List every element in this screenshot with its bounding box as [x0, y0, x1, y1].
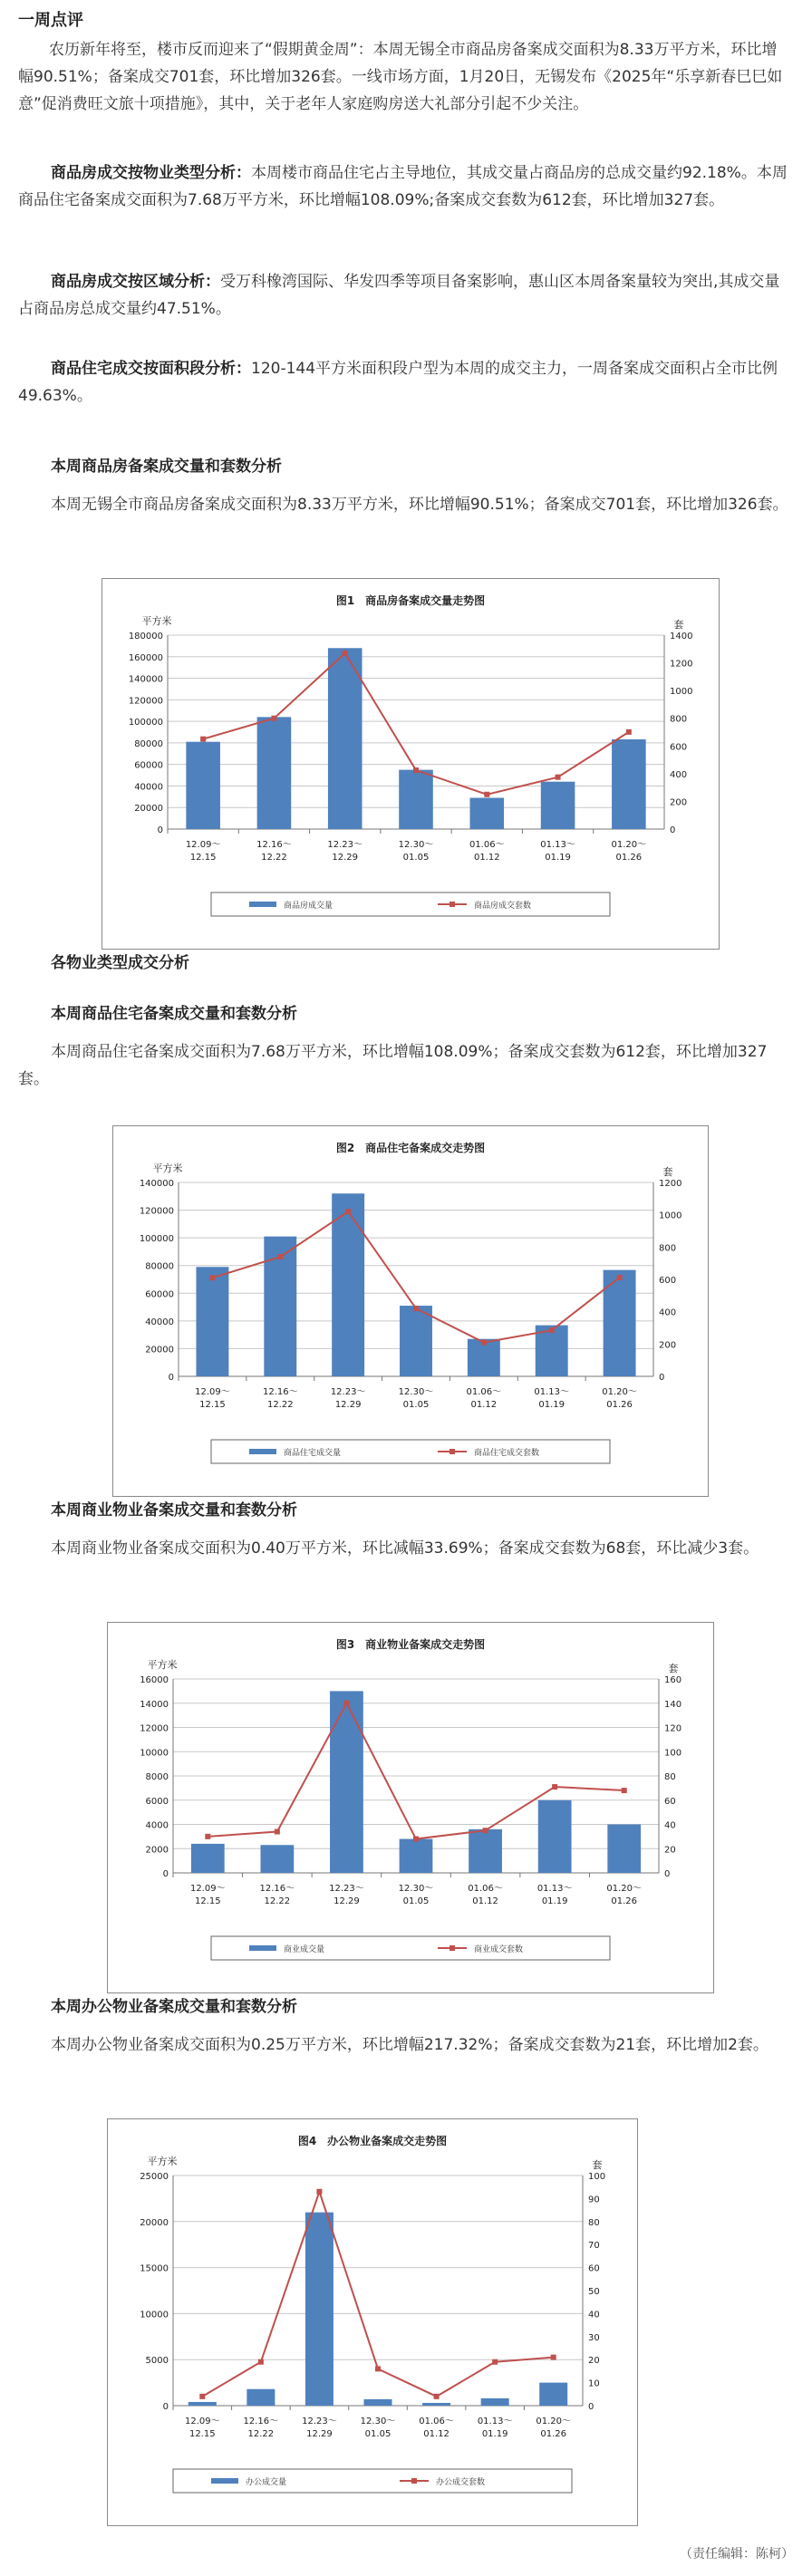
bar [246, 2389, 275, 2406]
line-point [205, 1834, 210, 1839]
analysis-label: 商品房成交按区域分析： [51, 273, 220, 291]
x-tick-label: 01.19 [545, 853, 571, 863]
bar [538, 1800, 572, 1873]
y-tick-label: 0 [157, 825, 163, 835]
y-tick-label: 180000 [128, 632, 163, 642]
legend-entry: 商品房成交量 [284, 902, 334, 911]
x-tick-label: 01.12 [423, 2429, 450, 2439]
x-tick-label: 12.15 [188, 2429, 216, 2439]
y2-tick-label: 10 [588, 2378, 600, 2389]
y2-tick-label: 100 [588, 2172, 606, 2182]
legend-bar-swatch [249, 1449, 276, 1454]
bar [257, 717, 292, 829]
y-tick-label: 10000 [140, 2310, 169, 2320]
bar [328, 648, 362, 829]
series-line [202, 2192, 553, 2397]
x-tick-label: 01.26 [606, 1400, 633, 1410]
x-tick-label: 01.13～ [536, 1884, 573, 1894]
x-tick-label: 01.12 [473, 853, 500, 863]
x-tick-label: 12.09～ [189, 1884, 226, 1894]
x-tick-label: 12.23～ [329, 1884, 364, 1894]
x-tick-label: 01.19 [481, 2429, 508, 2439]
y2-tick-label: 60 [588, 2263, 600, 2274]
y-tick-label: 14000 [140, 1699, 169, 1710]
bar [399, 770, 433, 829]
line-point [209, 1275, 215, 1280]
y2-tick-label: 400 [659, 1307, 677, 1318]
line-point [622, 1788, 627, 1793]
y-axis-label: 平方米 [152, 1163, 183, 1174]
bar [541, 782, 575, 829]
y2-tick-label: 70 [588, 2241, 600, 2252]
line-point [200, 737, 206, 742]
y2-tick-label: 90 [588, 2195, 600, 2205]
line-point [434, 2394, 440, 2399]
y-tick-label: 2000 [145, 1845, 169, 1856]
legend-entry: 办公成交套数 [436, 2478, 486, 2487]
y2-tick-label: 1400 [670, 632, 693, 642]
bar [330, 1691, 363, 1873]
analysis-area-paragraph [18, 355, 790, 410]
x-tick-label: 01.26 [611, 1896, 638, 1906]
legend-entry: 商业成交套数 [474, 1945, 524, 1954]
line-point [552, 1784, 557, 1790]
y2-tick-label: 1000 [659, 1211, 682, 1221]
legend-line-marker [411, 2478, 417, 2484]
legend-entry: 商品住宅成交套数 [474, 1449, 540, 1458]
y-tick-label: 16000 [140, 1675, 169, 1685]
legend-line-marker [450, 1945, 455, 1951]
y-tick-label: 20000 [134, 804, 163, 815]
bar [539, 2383, 567, 2406]
y-tick-label: 25000 [140, 2172, 169, 2182]
line-point [481, 1340, 487, 1346]
analysis-label: 商品房成交按物业类型分析： [51, 164, 251, 182]
x-tick-label: 01.12 [470, 1400, 498, 1410]
x-tick-label: 01.06～ [469, 840, 505, 850]
chart-title: 图4 办公物业备案成交走势图 [297, 2135, 448, 2147]
line-point [316, 2189, 322, 2195]
legend-line-marker [450, 1449, 455, 1454]
bar [196, 1267, 228, 1376]
bar [260, 1845, 294, 1873]
y2-tick-label: 800 [670, 714, 688, 725]
y-tick-label: 160000 [128, 652, 163, 663]
y-axis-label: 平方米 [141, 615, 172, 627]
bar [469, 1829, 502, 1873]
y2-tick-label: 0 [670, 825, 676, 835]
line-point [556, 775, 561, 780]
x-tick-label: 12.22 [264, 1896, 291, 1906]
legend-bar-swatch [211, 2478, 238, 2484]
y2-tick-label: 20 [664, 1845, 676, 1856]
legend-bar-swatch [249, 1945, 276, 1951]
y2-tick-label: 20 [588, 2356, 600, 2367]
analysis-text: 120-144平方米面积段户型为本周的成交主力，一周备案成交面积占全市比例49.63%。 [18, 360, 778, 405]
y2-tick-label: 1200 [659, 1179, 682, 1189]
y-axis-label: 平方米 [147, 2156, 178, 2167]
y2-tick-label: 1200 [670, 659, 693, 670]
x-tick-label: 01.20～ [611, 840, 647, 850]
x-tick-label: 01.06～ [466, 1387, 502, 1397]
y-tick-label: 60000 [134, 760, 163, 771]
bar [332, 1193, 364, 1376]
x-tick-label: 01.05 [402, 853, 430, 863]
line-point [375, 2366, 381, 2371]
x-tick-label: 01.26 [615, 853, 643, 863]
y-tick-label: 6000 [145, 1796, 169, 1807]
bar [400, 1839, 433, 1873]
line-point [345, 1209, 351, 1214]
y-tick-label: 140000 [139, 1179, 174, 1189]
analysis-text: 本周楼市商品住宅占主导地位，其成交量占商品房的总成交量约92.18%。本周商品住宅备案成交面积为7.68万平方米，环比增幅108.09%;备案成交套数为612套，环比增加327套。 [18, 164, 788, 209]
bar [469, 798, 504, 829]
bar [400, 1306, 432, 1376]
y2-tick-label: 200 [659, 1340, 677, 1351]
y-tick-label: 40000 [134, 782, 163, 793]
line-point [343, 1701, 349, 1706]
subheading-4: 本周办公物业备案成交量和套数分析 [51, 1998, 297, 2016]
line-point [549, 1327, 555, 1333]
y2-tick-label: 100 [664, 1748, 682, 1759]
chart-title: 图2 商品住宅备案成交走势图 [335, 1142, 486, 1154]
line-point [413, 1837, 419, 1842]
y2-tick-label: 40 [664, 1820, 676, 1831]
y-tick-label: 80000 [134, 738, 163, 749]
x-tick-label: 12.16～ [259, 1884, 295, 1894]
y2-axis-label: 套 [668, 1663, 679, 1674]
y2-axis-label: 套 [673, 619, 684, 631]
section-heading: 一周点评 [18, 11, 83, 30]
legend-line-marker [450, 902, 455, 907]
y2-tick-label: 50 [588, 2287, 600, 2297]
line-point [483, 1828, 488, 1833]
chart-4-svg [108, 2119, 637, 2525]
y-tick-label: 60000 [145, 1289, 174, 1300]
y-tick-label: 20000 [140, 2217, 169, 2228]
line-point [277, 1254, 283, 1259]
x-tick-label: 01.13～ [477, 2417, 513, 2426]
line-point [626, 729, 632, 735]
line-point [492, 2359, 498, 2365]
x-tick-label: 01.06～ [419, 2417, 454, 2426]
line-point [484, 792, 489, 797]
bar [422, 2403, 450, 2406]
bar [612, 739, 646, 829]
x-tick-label: 12.15 [199, 1400, 226, 1410]
x-tick-label: 01.20～ [606, 1884, 643, 1894]
chart-1-svg [102, 579, 719, 949]
legend-entry: 商业成交量 [284, 1945, 325, 1954]
x-tick-label: 12.29 [334, 1896, 360, 1906]
x-tick-label: 01.13～ [534, 1387, 570, 1397]
line-point [258, 2359, 264, 2365]
bar [305, 2213, 334, 2406]
y2-tick-label: 0 [659, 1373, 665, 1383]
x-tick-label: 01.12 [472, 1896, 498, 1906]
y-tick-label: 120000 [139, 1206, 174, 1217]
paragraph-3: 本周商业物业备案成交面积为0.40万平方米，环比减幅33.69%；备案成交套数为68套，环比减少3套。 [51, 1539, 759, 1558]
y-tick-label: 100000 [128, 718, 163, 728]
y-tick-label: 5000 [145, 2356, 169, 2367]
x-tick-label: 12.22 [247, 2429, 275, 2439]
x-tick-label: 12.30～ [398, 1387, 434, 1397]
chart-3-svg [108, 1623, 713, 1992]
x-tick-label: 12.29 [306, 2429, 333, 2439]
y-tick-label: 20000 [145, 1345, 174, 1356]
y-axis-label: 平方米 [147, 1659, 178, 1671]
subheading-2: 本周商品住宅备案成交量和套数分析 [51, 1005, 297, 1023]
x-tick-label: 12.23～ [302, 2417, 337, 2426]
x-tick-label: 01.06～ [468, 1884, 503, 1894]
chart-3 [107, 1622, 714, 1993]
y2-tick-label: 120 [664, 1723, 682, 1734]
y2-tick-label: 400 [670, 769, 688, 780]
x-tick-label: 12.29 [332, 853, 359, 863]
y2-tick-label: 800 [659, 1243, 677, 1254]
y2-tick-label: 60 [664, 1796, 676, 1807]
y-tick-label: 0 [168, 1373, 174, 1383]
x-tick-label: 01.13～ [540, 840, 575, 850]
subheading-3: 本周商业物业备案成交量和套数分析 [51, 1501, 297, 1520]
y2-tick-label: 30 [588, 2332, 600, 2343]
x-tick-label: 12.15 [194, 1896, 221, 1906]
y2-tick-label: 0 [664, 1869, 671, 1879]
y-tick-label: 0 [162, 2402, 169, 2412]
chart-2-svg [113, 1126, 708, 1496]
line-point [343, 651, 348, 656]
subheading-types: 各物业类型成交分析 [51, 954, 189, 972]
subheading-1: 本周商品房备案成交量和套数分析 [51, 458, 282, 476]
intro-paragraph: 农历新年将至，楼市反而迎来了“假期黄金周”：本周无锡全市商品房备案成交面积为8.33万平方米，环比增幅90.51%；备案成交701套，环比增加326套。一线市场方面，1月20日，无锡发布《2025年“乐享新春巳巳如意”促消费旺文旅十项措施》，其中，关于老年人家庭购房送大礼部分引起不少关注。 [18, 41, 783, 113]
y2-tick-label: 80 [588, 2217, 600, 2228]
x-tick-label: 12.09～ [184, 2417, 220, 2426]
y-tick-label: 12000 [140, 1723, 169, 1734]
y2-tick-label: 600 [670, 742, 688, 753]
paragraph-1: 本周无锡全市商品房备案成交面积为8.33万平方米，环比增幅90.51%；备案成交701套，环比增加326套。 [51, 496, 788, 514]
x-tick-label: 12.16～ [243, 2417, 279, 2426]
analysis-region-paragraph [18, 268, 790, 323]
x-tick-label: 01.05 [364, 2429, 392, 2439]
legend-entry: 商品房成交套数 [474, 902, 532, 911]
y-tick-label: 8000 [145, 1772, 169, 1782]
x-tick-label: 12.23～ [330, 1387, 366, 1397]
analysis-label: 商品住宅成交按面积段分析： [51, 360, 251, 378]
y2-tick-label: 0 [588, 2402, 594, 2412]
y2-axis-label: 套 [662, 1166, 673, 1178]
x-tick-label: 12.09～ [185, 840, 221, 850]
line-point [199, 2394, 205, 2399]
x-tick-label: 12.09～ [195, 1387, 230, 1397]
x-tick-label: 12.23～ [327, 840, 363, 850]
y2-tick-label: 160 [664, 1675, 682, 1685]
chart-2 [112, 1125, 709, 1497]
y-tick-label: 100000 [139, 1234, 174, 1245]
x-tick-label: 12.30～ [360, 2417, 396, 2426]
x-tick-label: 01.05 [402, 1896, 430, 1906]
y2-tick-label: 200 [670, 797, 688, 808]
bar [607, 1825, 641, 1874]
x-tick-label: 01.19 [541, 1896, 568, 1906]
x-tick-label: 12.30～ [398, 840, 434, 850]
line-point [271, 716, 276, 721]
line-point [617, 1275, 623, 1280]
y2-tick-label: 40 [588, 2310, 600, 2320]
y2-axis-label: 套 [592, 2159, 603, 2171]
y2-tick-label: 140 [664, 1699, 682, 1710]
y-tick-label: 140000 [128, 674, 163, 685]
x-tick-label: 12.22 [266, 1400, 294, 1410]
line-point [551, 2355, 556, 2360]
line-point [413, 767, 419, 773]
x-tick-label: 12.16～ [256, 840, 292, 850]
y-tick-label: 10000 [140, 1748, 169, 1759]
paragraph-4: 本周办公物业备案成交面积为0.25万平方米，环比增幅217.32%；备案成交套数为21套，环比增加2套。 [51, 2036, 768, 2054]
bar [188, 2402, 217, 2406]
legend-bar-swatch [249, 902, 276, 907]
chart-title: 图1 商品房备案成交量走势图 [335, 594, 486, 607]
legend-entry: 商品住宅成交量 [284, 1449, 342, 1458]
x-tick-label: 01.20～ [536, 2417, 572, 2426]
x-tick-label: 12.15 [189, 853, 217, 863]
bar [364, 2399, 392, 2406]
editor-credit: （责任编辑：陈柯） [680, 2547, 794, 2562]
y-tick-label: 0 [162, 1869, 169, 1879]
chart-1 [102, 578, 720, 950]
x-tick-label: 12.22 [261, 853, 287, 863]
x-tick-label: 01.26 [540, 2429, 567, 2439]
y2-tick-label: 600 [659, 1276, 677, 1286]
bar [186, 742, 220, 829]
y-tick-label: 80000 [145, 1261, 174, 1272]
line-point [275, 1829, 280, 1835]
line-point [413, 1306, 419, 1311]
y2-tick-label: 80 [664, 1772, 676, 1782]
x-tick-label: 01.19 [538, 1400, 566, 1410]
x-tick-label: 01.05 [402, 1400, 430, 1410]
paragraph-2: 本周商品住宅备案成交面积为7.68万平方米，环比增幅108.09%；备案成交套数为612套，环比增加327套。 [18, 1043, 768, 1088]
x-tick-label: 12.16～ [262, 1387, 298, 1397]
x-tick-label: 12.29 [334, 1400, 362, 1410]
analysis-text: 受万科橡湾国际、华发四季等项目备案影响，惠山区本周备案量较为突出,其成交量占商品房总成交量约47.51%。 [18, 273, 780, 318]
chart-title: 图3 商业物业备案成交走势图 [335, 1638, 486, 1651]
x-tick-label: 12.30～ [398, 1884, 434, 1894]
chart-4 [107, 2118, 638, 2526]
analysis-type-paragraph [18, 159, 790, 214]
x-tick-label: 01.20～ [602, 1387, 637, 1397]
y2-tick-label: 1000 [670, 687, 693, 698]
bar [191, 1844, 225, 1873]
y-tick-label: 15000 [140, 2263, 169, 2274]
bar [481, 2398, 509, 2406]
y-tick-label: 40000 [145, 1317, 174, 1327]
y-tick-label: 120000 [128, 696, 163, 707]
y-tick-label: 4000 [145, 1820, 169, 1831]
legend-entry: 办公成交量 [246, 2478, 287, 2487]
